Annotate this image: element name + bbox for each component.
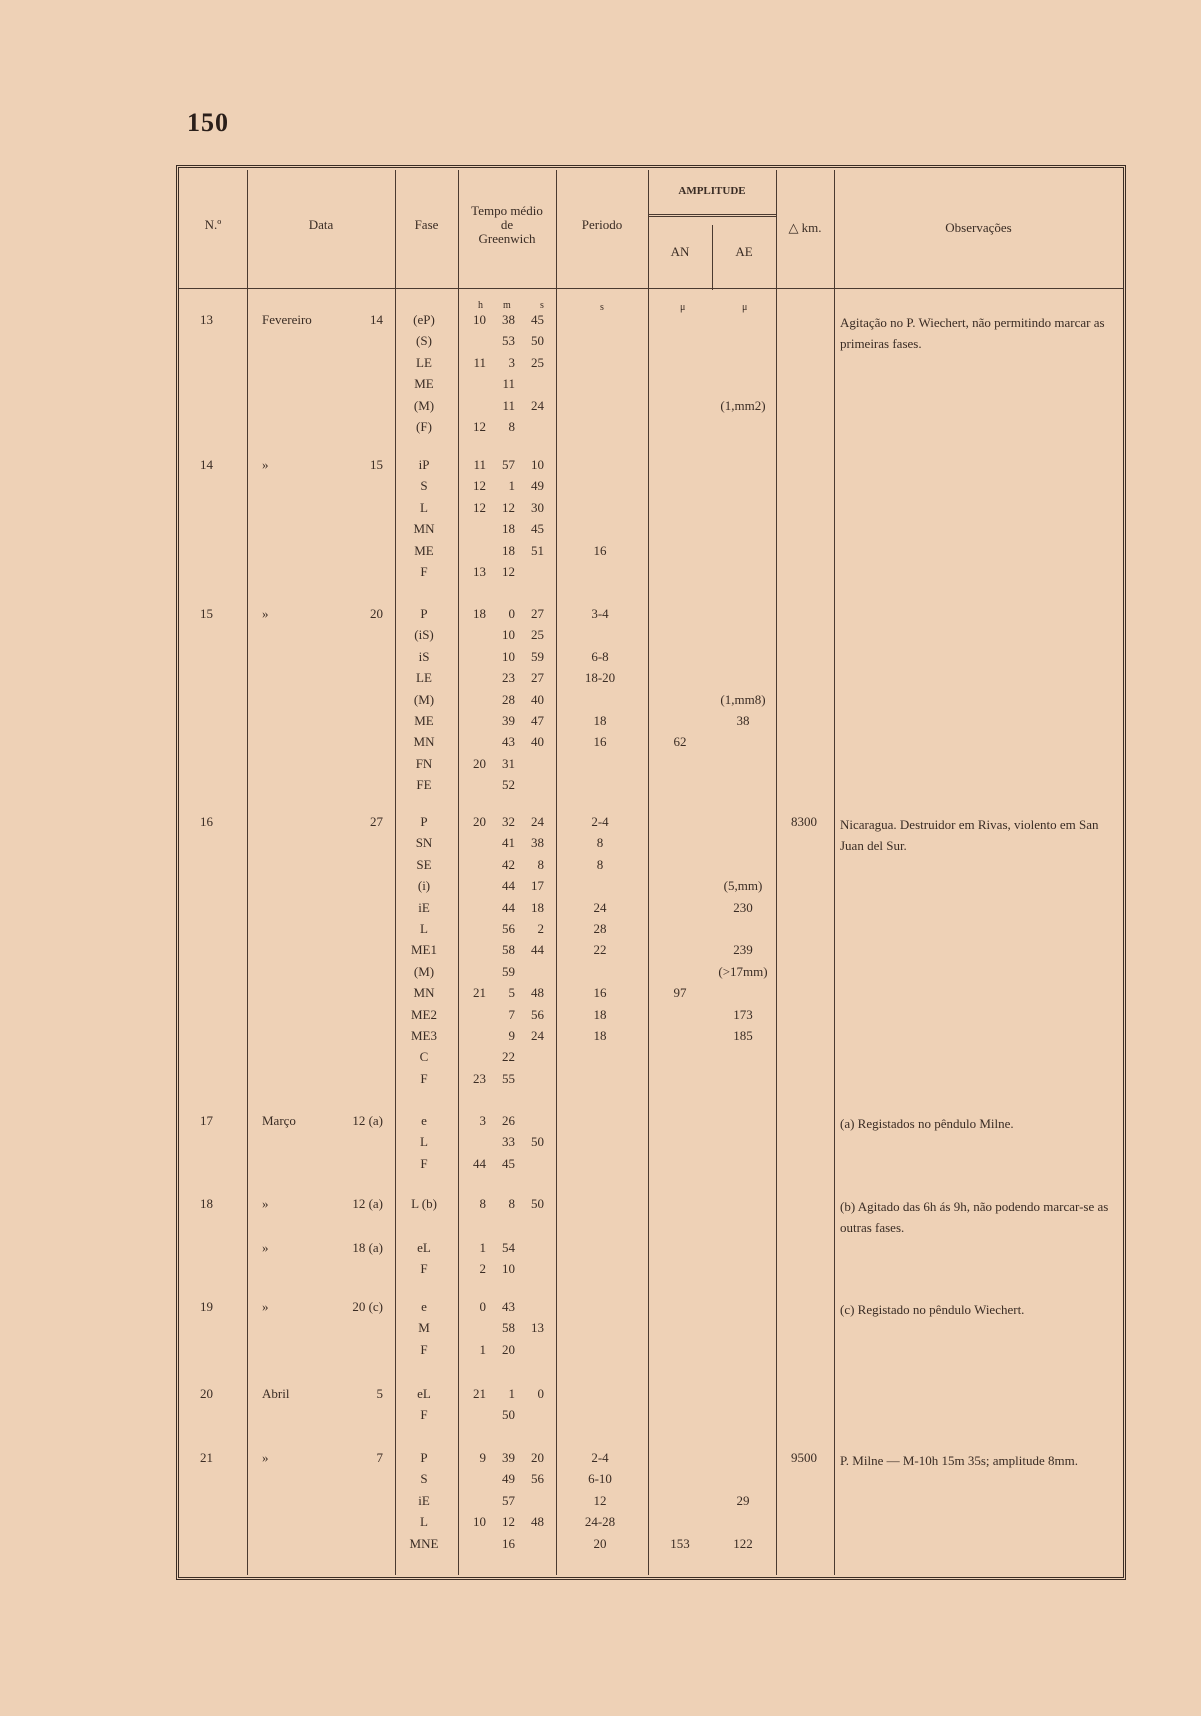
time-minutes-cell: 12 [502, 564, 515, 579]
event-day: 14 [370, 312, 383, 327]
time-hours-cell: 12 [473, 500, 486, 515]
time-minutes-cell: 22 [502, 1049, 515, 1064]
event-month: » [262, 1196, 269, 1211]
time-hours-cell: 12 [473, 478, 486, 493]
period-cell: 2-4 [591, 1450, 609, 1465]
time-minutes-cell: 8 [508, 419, 515, 434]
time-seconds-cell: 56 [531, 1007, 544, 1022]
phase-cell: L [420, 1514, 428, 1529]
phase-cell: eL [417, 1386, 431, 1401]
time-minutes-cell: 31 [502, 756, 515, 771]
time-minutes-cell: 58 [502, 1320, 515, 1335]
observation-note: (c) Registado no pêndulo Wiechert. [840, 1302, 1025, 1317]
time-minutes-cell: 50 [502, 1407, 515, 1422]
time-seconds-cell: 48 [531, 1514, 544, 1529]
period-cell: 16 [593, 734, 607, 749]
amplitude-e-cell: 29 [736, 1493, 750, 1508]
time-minutes-cell: 7 [508, 1007, 515, 1022]
column-divider [648, 170, 649, 1575]
event-month: » [262, 1450, 269, 1465]
period-cell: 18-20 [584, 670, 616, 685]
period-cell: 22 [593, 942, 607, 957]
unit-hours: h [478, 300, 483, 311]
header-rule [179, 288, 1123, 289]
time-seconds-cell: 24 [531, 814, 544, 829]
period-cell: 18 [593, 1007, 607, 1022]
event-number: 21 [200, 1450, 213, 1465]
amplitude-e-cell: (5,mm) [723, 878, 763, 893]
time-hours-cell: 23 [473, 1071, 486, 1086]
event-day: 20 (c) [352, 1299, 383, 1314]
event-day: 7 [376, 1450, 383, 1465]
period-cell: 8 [596, 857, 604, 872]
time-minutes-cell: 44 [502, 878, 515, 893]
phase-cell: S [420, 478, 428, 493]
time-minutes-cell: 23 [502, 670, 515, 685]
amplitude-e-cell: 38 [736, 713, 750, 728]
time-hours-cell: 11 [473, 355, 486, 370]
distance-cell: 9500 [791, 1450, 817, 1465]
time-minutes-cell: 43 [502, 1299, 515, 1314]
observation-note: (a) Registados no pêndulo Milne. [840, 1116, 1014, 1131]
time-minutes-cell: 11 [502, 376, 515, 391]
observation-note: Agitação no P. Wiechert, não permitindo marcar as primeiras fases. [840, 315, 1105, 351]
event-month: » [262, 457, 269, 472]
time-minutes-cell: 12 [502, 1514, 515, 1529]
time-hours-cell: 10 [473, 1514, 486, 1529]
time-seconds-cell: 45 [531, 312, 544, 327]
time-seconds-cell: 8 [537, 857, 544, 872]
phase-cell: ME3 [411, 1028, 437, 1043]
phase-cell: F [420, 1342, 428, 1357]
unit-an: μ [680, 302, 686, 313]
amplitude-e-cell: (>17mm) [718, 964, 768, 979]
phase-cell: M [418, 1320, 430, 1335]
phase-cell: F [420, 1261, 428, 1276]
time-minutes-cell: 54 [502, 1240, 515, 1255]
time-minutes-cell: 10 [502, 627, 515, 642]
phase-cell: (i) [417, 878, 431, 893]
period-cell: 18 [593, 1028, 607, 1043]
time-minutes-cell: 26 [502, 1113, 515, 1128]
amplitude-e-cell: 122 [733, 1536, 753, 1551]
time-seconds-cell: 25 [531, 355, 544, 370]
time-hours-cell: 1 [479, 1342, 486, 1357]
phase-cell: P [420, 814, 428, 829]
time-minutes-cell: 3 [508, 355, 515, 370]
phase-cell: iE [418, 900, 430, 915]
time-minutes-cell: 28 [502, 692, 515, 707]
time-seconds-cell: 17 [531, 878, 544, 893]
phase-cell: SE [416, 857, 432, 872]
time-seconds-cell: 59 [531, 649, 544, 664]
amplitude-n-cell: 97 [673, 985, 687, 1000]
amplitude-n-cell: 153 [670, 1536, 690, 1551]
header-time: Tempo médio de Greenwich [471, 203, 543, 246]
time-seconds-cell: 2 [537, 921, 544, 936]
time-minutes-cell: 5 [508, 985, 515, 1000]
time-seconds-cell: 0 [537, 1386, 544, 1401]
phase-cell: FE [416, 777, 432, 792]
phase-cell: F [420, 1071, 428, 1086]
event-day: 12 (a) [352, 1113, 383, 1128]
phase-cell: L [420, 1134, 428, 1149]
time-minutes-cell: 16 [502, 1536, 515, 1551]
time-hours-cell: 9 [479, 1450, 486, 1465]
time-hours-cell: 8 [479, 1196, 486, 1211]
time-minutes-cell: 38 [502, 312, 515, 327]
unit-period: s [600, 302, 604, 313]
unit-ae: μ [742, 302, 748, 313]
phase-cell: ME [414, 543, 434, 558]
time-minutes-cell: 58 [502, 942, 515, 957]
time-seconds-cell: 51 [531, 543, 544, 558]
event-number: 13 [200, 312, 213, 327]
time-minutes-cell: 45 [502, 1156, 515, 1171]
time-hours-cell: 12 [473, 419, 486, 434]
header-phase: Fase [414, 217, 439, 232]
phase-cell: F [420, 564, 428, 579]
time-seconds-cell: 47 [531, 713, 544, 728]
column-divider [247, 170, 248, 1575]
phase-cell: LE [416, 355, 432, 370]
time-minutes-cell: 53 [502, 333, 515, 348]
event-number: 16 [200, 814, 213, 829]
event-number: 15 [200, 606, 213, 621]
amplitude-e-cell: 173 [733, 1007, 753, 1022]
time-minutes-cell: 42 [502, 857, 515, 872]
time-minutes-cell: 43 [502, 734, 515, 749]
time-minutes-cell: 0 [508, 606, 515, 621]
time-minutes-cell: 55 [502, 1071, 515, 1086]
time-seconds-cell: 49 [531, 478, 544, 493]
phase-cell: MN [413, 734, 435, 749]
event-number: 17 [200, 1113, 213, 1128]
event-day: 18 (a) [352, 1240, 383, 1255]
time-minutes-cell: 1 [508, 478, 515, 493]
time-minutes-cell: 56 [502, 921, 515, 936]
time-minutes-cell: 59 [502, 964, 515, 979]
time-seconds-cell: 50 [531, 1196, 544, 1211]
event-month: Abril [262, 1386, 290, 1401]
amplitude-e-cell: 230 [733, 900, 753, 915]
phase-cell: iP [418, 457, 430, 472]
period-cell: 3-4 [591, 606, 609, 621]
header-ae: AE [735, 244, 753, 259]
period-cell: 16 [593, 543, 607, 558]
phase-cell: (F) [416, 419, 432, 434]
time-seconds-cell: 40 [531, 734, 544, 749]
time-minutes-cell: 8 [508, 1196, 515, 1211]
phase-cell: (M) [413, 398, 435, 413]
phase-cell: FN [415, 756, 433, 771]
period-cell: 8 [596, 835, 604, 850]
amplitude-rule [648, 214, 776, 217]
time-seconds-cell: 27 [531, 670, 544, 685]
phase-cell: ME1 [411, 942, 437, 957]
phase-cell: F [420, 1156, 428, 1171]
period-cell: 24-28 [584, 1514, 616, 1529]
event-month: Fevereiro [262, 312, 312, 327]
unit-minutes: m [503, 300, 511, 311]
period-cell: 20 [593, 1536, 607, 1551]
observation-note: Nicaragua. Destruidor em Rivas, violento em San Juan del Sur. [840, 817, 1099, 853]
time-seconds-cell: 20 [531, 1450, 544, 1465]
time-hours-cell: 1 [479, 1240, 486, 1255]
phase-cell: (eP) [413, 312, 435, 327]
event-number: 14 [200, 457, 213, 472]
header-an: AN [670, 244, 690, 259]
phase-cell: SN [415, 835, 433, 850]
time-seconds-cell: 56 [531, 1471, 544, 1486]
time-seconds-cell: 44 [531, 942, 544, 957]
event-day: 15 [370, 457, 383, 472]
column-divider [556, 170, 557, 1575]
amplitude-n-cell: 62 [673, 734, 687, 749]
time-minutes-cell: 18 [502, 521, 515, 536]
column-divider [834, 170, 835, 1575]
unit-seconds: s [540, 300, 544, 311]
period-cell: 16 [593, 985, 607, 1000]
amplitude-e-cell: (1,mm8) [720, 692, 766, 707]
time-hours-cell: 21 [473, 985, 486, 1000]
phase-cell: (M) [413, 964, 435, 979]
phase-cell: MN [413, 985, 435, 1000]
time-seconds-cell: 24 [531, 398, 544, 413]
time-seconds-cell: 50 [531, 1134, 544, 1149]
event-day: 20 [370, 606, 383, 621]
time-hours-cell: 0 [479, 1299, 486, 1314]
time-minutes-cell: 12 [502, 500, 515, 515]
event-month: » [262, 1240, 269, 1255]
header-period: Periodo [581, 217, 623, 232]
time-minutes-cell: 39 [502, 713, 515, 728]
phase-cell: P [420, 606, 428, 621]
phase-cell: e [421, 1299, 427, 1314]
time-seconds-cell: 18 [531, 900, 544, 915]
event-month: » [262, 606, 269, 621]
time-minutes-cell: 10 [502, 1261, 515, 1276]
time-seconds-cell: 45 [531, 521, 544, 536]
time-minutes-cell: 44 [502, 900, 515, 915]
time-minutes-cell: 49 [502, 1471, 515, 1486]
phase-cell: (S) [416, 333, 432, 348]
time-seconds-cell: 10 [531, 457, 544, 472]
header-observations: Observações [945, 220, 1012, 235]
time-hours-cell: 11 [473, 457, 486, 472]
phase-cell: (iS) [414, 627, 434, 642]
time-minutes-cell: 57 [502, 1493, 515, 1508]
header-no: N.º [204, 217, 222, 232]
time-minutes-cell: 10 [502, 649, 515, 664]
phase-cell: P [420, 1450, 428, 1465]
seismic-table [176, 165, 1126, 1580]
header-date: Data [308, 217, 334, 232]
phase-cell: MNE [409, 1536, 439, 1551]
time-hours-cell: 18 [473, 606, 486, 621]
observation-note: (b) Agitado das 6h ás 9h, não podendo marcar-se as outras fases. [840, 1199, 1109, 1235]
period-cell: 2-4 [591, 814, 609, 829]
phase-cell: ME [414, 713, 434, 728]
time-minutes-cell: 33 [502, 1134, 515, 1149]
period-cell: 12 [593, 1493, 607, 1508]
event-day: 5 [376, 1386, 383, 1401]
period-cell: 18 [593, 713, 607, 728]
time-seconds-cell: 50 [531, 333, 544, 348]
page-number: 150 [187, 108, 229, 137]
event-month: Março [262, 1113, 296, 1128]
event-number: 18 [200, 1196, 213, 1211]
header-distance: △ km. [788, 220, 822, 235]
amplitude-e-cell: 239 [733, 942, 753, 957]
phase-cell: F [420, 1407, 428, 1422]
phase-cell: e [421, 1113, 427, 1128]
time-minutes-cell: 32 [502, 814, 515, 829]
column-divider [458, 170, 459, 1575]
time-minutes-cell: 20 [502, 1342, 515, 1357]
event-day: 12 (a) [352, 1196, 383, 1211]
period-cell: 6-8 [591, 649, 609, 664]
time-seconds-cell: 30 [531, 500, 544, 515]
time-minutes-cell: 57 [502, 457, 515, 472]
phase-cell: ME2 [411, 1007, 437, 1022]
time-hours-cell: 44 [473, 1156, 486, 1171]
column-divider [776, 170, 777, 1575]
time-minutes-cell: 41 [502, 835, 515, 850]
time-hours-cell: 3 [479, 1113, 486, 1128]
event-month: » [262, 1299, 269, 1314]
time-hours-cell: 10 [473, 312, 486, 327]
phase-cell: L [420, 500, 428, 515]
time-seconds-cell: 48 [531, 985, 544, 1000]
phase-cell: eL [417, 1240, 431, 1255]
phase-cell: MN [413, 521, 435, 536]
time-seconds-cell: 25 [531, 627, 544, 642]
time-seconds-cell: 27 [531, 606, 544, 621]
time-seconds-cell: 40 [531, 692, 544, 707]
period-cell: 6-10 [588, 1471, 612, 1486]
phase-cell: ME [414, 376, 434, 391]
distance-cell: 8300 [791, 814, 817, 829]
header-amplitude: AMPLITUDE [678, 185, 746, 197]
phase-cell: iE [418, 1493, 430, 1508]
amplitude-e-cell: 185 [733, 1028, 753, 1043]
time-hours-cell: 2 [479, 1261, 486, 1276]
time-seconds-cell: 13 [531, 1320, 544, 1335]
time-minutes-cell: 9 [508, 1028, 515, 1043]
time-seconds-cell: 24 [531, 1028, 544, 1043]
time-seconds-cell: 38 [531, 835, 544, 850]
event-number: 19 [200, 1299, 213, 1314]
time-hours-cell: 20 [473, 814, 486, 829]
event-number: 20 [200, 1386, 213, 1401]
phase-cell: L (b) [411, 1196, 437, 1211]
phase-cell: iS [418, 649, 430, 664]
phase-cell: (M) [413, 692, 435, 707]
time-minutes-cell: 39 [502, 1450, 515, 1465]
phase-cell: C [419, 1049, 429, 1064]
time-minutes-cell: 1 [508, 1386, 515, 1401]
time-hours-cell: 20 [473, 756, 486, 771]
time-minutes-cell: 11 [502, 398, 515, 413]
amplitude-e-cell: (1,mm2) [720, 398, 766, 413]
event-day: 27 [370, 814, 383, 829]
time-minutes-cell: 52 [502, 777, 515, 792]
time-hours-cell: 13 [473, 564, 486, 579]
time-minutes-cell: 18 [502, 543, 515, 558]
time-hours-cell: 21 [473, 1386, 486, 1401]
phase-cell: S [420, 1471, 428, 1486]
observation-note: P. Milne — M-10h 15m 35s; amplitude 8mm. [840, 1453, 1078, 1468]
phase-cell: L [420, 921, 428, 936]
phase-cell: LE [416, 670, 432, 685]
period-cell: 24 [593, 900, 607, 915]
period-cell: 28 [593, 921, 607, 936]
